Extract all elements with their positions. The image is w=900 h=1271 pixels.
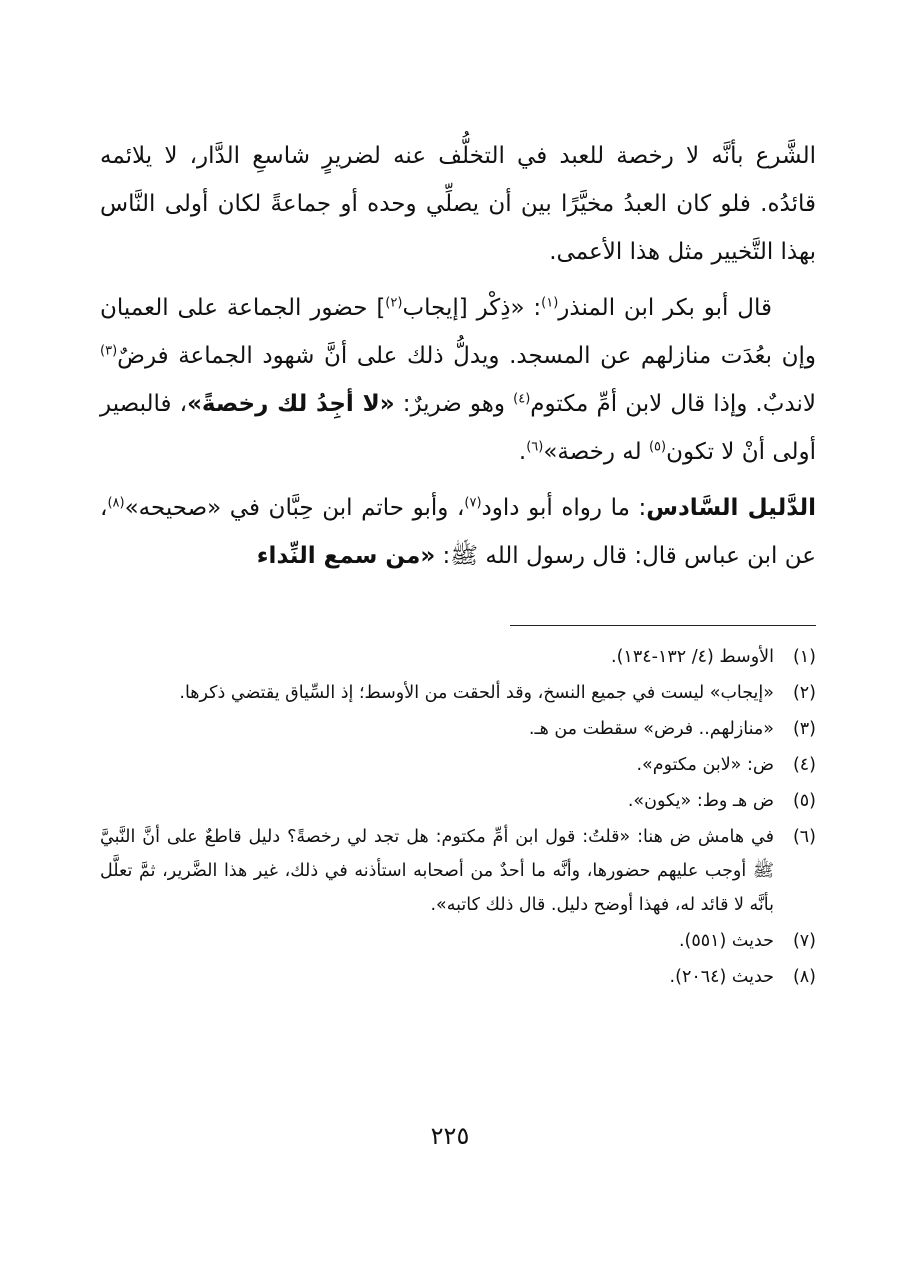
text-run: ] حضور الجماعة على العميان وإن بعُدَت منازلهم عن المسجد. ويدلُّ ذلك على أنَّ شهود الجماعة فرضٌ <box>100 295 816 369</box>
footnote-1 <box>100 640 816 674</box>
hadith-quote: «لا أجِدُ لك رخصةً» <box>187 391 395 417</box>
section-heading: الدَّليل السَّادس <box>646 495 817 521</box>
footnote-ref-6: (٦) <box>526 439 544 455</box>
paragraph-3 <box>100 484 816 580</box>
text-run: ، وأبو حاتم ابن حِبَّان في «صحيحه» <box>124 495 465 521</box>
paragraph-2 <box>100 284 816 476</box>
footnote-6 <box>100 820 816 922</box>
footnote-4 <box>100 748 816 782</box>
footnote-number: (٤) <box>792 755 816 775</box>
footnote-separator <box>510 625 816 626</box>
footnote-number: (٣) <box>792 719 816 739</box>
text-run: : «ذِكْر [إيجاب <box>402 295 542 321</box>
footnote-ref-5: (٥) <box>648 439 667 455</box>
footnote-number: (٨) <box>792 967 816 987</box>
footnote-2 <box>100 676 816 710</box>
page-number: ٢٢٥ <box>430 1122 470 1150</box>
text-run: لاندبٌ. وإذا قال لابن أمِّ مكتوم <box>530 391 816 417</box>
footnote-ref-4: (٤) <box>513 391 531 407</box>
footnote-text: «منازلهم.. فرض» سقطت من هـ. <box>528 719 774 739</box>
text-run: له رخصة» <box>543 439 649 465</box>
paragraph-1-text: الشَّرع بأنَّه لا رخصة للعبد في التخلُّف عنه لضريرٍ شاسعِ الدَّار، لا يلائمه قائدُه. فلو كان العبدُ مخيَّرًا بين أن يصلِّي وحده أو جماعةً لكان أولى النَّاس بهذا التَّخيير مثل هذا الأعمى. <box>100 143 816 265</box>
footnote-ref-7: (٧) <box>464 495 482 511</box>
text-run: . <box>518 439 527 465</box>
footnote-text: حديث (٢٠٦٤). <box>669 967 774 987</box>
text-run: ، فالبصير أولى أنْ لا تكون <box>100 391 816 465</box>
footnote-number: (٧) <box>792 931 816 951</box>
footnote-text: ض هـ وط: «يكون». <box>627 791 774 811</box>
footnote-text: الأوسط (٤/ ١٣٢-١٣٤). <box>611 647 774 667</box>
text-run: قال أبو بكر ابن المنذر <box>558 295 772 321</box>
footnote-text: ض: «لابن مكتوم». <box>636 755 774 775</box>
footnote-text: «إيجاب» ليست في جميع النسخ، وقد ألحقت من الأوسط؛ إذ السِّياق يقتضي ذكرها. <box>179 683 774 703</box>
paragraph-1 <box>100 132 816 276</box>
footnotes <box>100 638 816 996</box>
text-run: ، عن ابن عباس قال: قال رسول الله ﷺ: <box>100 495 816 569</box>
footnote-5 <box>100 784 816 818</box>
footnote-number: (٥) <box>792 791 816 811</box>
text-run: : ما رواه أبو داود <box>481 495 647 521</box>
footnote-8 <box>100 960 816 994</box>
footnote-number: (١) <box>792 647 816 667</box>
footnote-3 <box>100 712 816 746</box>
footnote-ref-2: (٢) <box>385 295 403 311</box>
footnote-text: في هامش ض هنا: «قلتُ: قول ابن أمِّ مكتوم: هل تجد لي رخصةً؟ دليل قاطعٌ على أنَّ النَّبيَّ ﷺ أوجب عليهم حضورها، وأنَّه ما أحدٌ من أصحابه استأذنه في ذلك، غير هذا الضَّرير، ثمَّ تعلَّل بأنَّه لا قائد له، فهذا أوضح دليل. قال ذلك كاتبه». <box>100 827 774 915</box>
hadith-quote: «من سمع النِّداء <box>256 543 436 569</box>
footnote-7 <box>100 924 816 958</box>
footnote-ref-1: (١) <box>541 295 559 311</box>
footnote-ref-8: (٨) <box>107 495 125 511</box>
footnote-number: (٢) <box>792 683 816 703</box>
main-text <box>100 132 816 588</box>
footnote-number: (٦) <box>792 827 816 847</box>
footnote-ref-3: (٣) <box>100 343 118 359</box>
footnote-text: حديث (٥٥١). <box>678 931 774 951</box>
text-run: وهو ضريرٌ: <box>394 391 514 417</box>
